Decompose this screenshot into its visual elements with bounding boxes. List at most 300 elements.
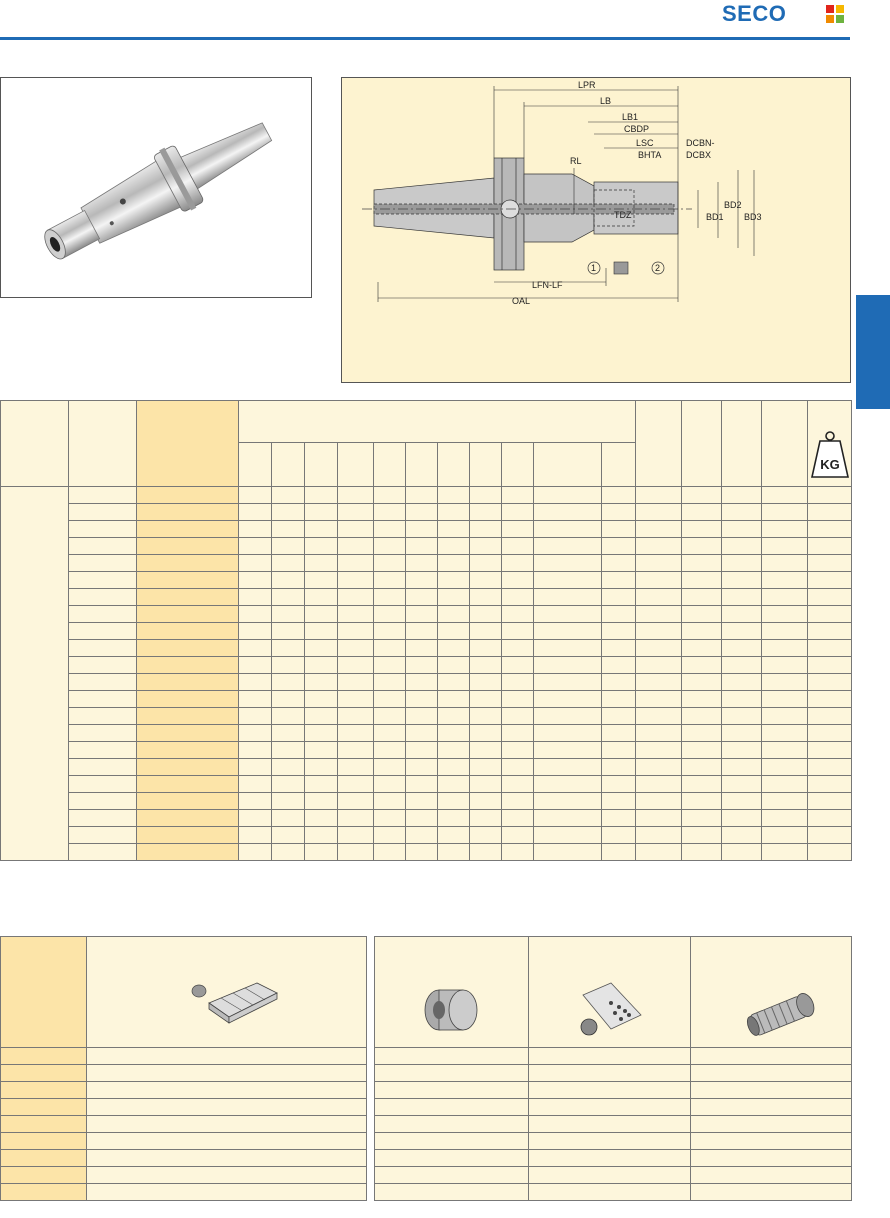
table-cell [305, 708, 338, 725]
table-cell [272, 606, 305, 623]
table-cell [722, 589, 762, 606]
table-cell [808, 572, 852, 589]
table-cell [137, 538, 239, 555]
table-cell [406, 487, 438, 504]
table-cell [438, 521, 470, 538]
table-cell [239, 708, 272, 725]
table-cell [137, 640, 239, 657]
table-cell [502, 657, 534, 674]
table-cell [338, 572, 374, 589]
table-cell [272, 589, 305, 606]
table-cell [305, 521, 338, 538]
table-cell [470, 589, 502, 606]
table-cell [762, 657, 808, 674]
table-cell [239, 674, 272, 691]
table-cell [406, 555, 438, 572]
table-cell [636, 827, 682, 844]
table-cell [722, 708, 762, 725]
table-cell [272, 504, 305, 521]
table-cell [1, 1133, 87, 1150]
dim-lb: LB [600, 96, 612, 106]
table-cell [406, 657, 438, 674]
table-cell [374, 606, 406, 623]
table-cell [438, 640, 470, 657]
table-cell [602, 844, 636, 861]
table-cell [636, 759, 682, 776]
table-cell [239, 572, 272, 589]
table-cell [374, 742, 406, 759]
table-cell [137, 606, 239, 623]
table-cell [239, 776, 272, 793]
table-cell [69, 572, 137, 589]
table-cell [682, 606, 722, 623]
table-cell [762, 504, 808, 521]
table-cell [470, 674, 502, 691]
table-cell [529, 1184, 691, 1201]
table-cell [87, 1048, 367, 1065]
table-cell [87, 1116, 367, 1133]
table-cell [602, 657, 636, 674]
table-cell [69, 538, 137, 555]
table-cell [87, 1099, 367, 1116]
dim-lb1: LB1 [622, 112, 639, 122]
table-cell [682, 487, 722, 504]
table-cell [374, 691, 406, 708]
table-cell [682, 623, 722, 640]
table-cell [305, 623, 338, 640]
table-cell [137, 521, 239, 538]
table-cell [239, 759, 272, 776]
table-cell [808, 487, 852, 504]
table-cell [305, 555, 338, 572]
table-cell [691, 1133, 852, 1150]
table-cell [722, 640, 762, 657]
table-cell [636, 776, 682, 793]
table-cell [722, 844, 762, 861]
table-cell [338, 708, 374, 725]
table-cell [534, 827, 602, 844]
table-cell [137, 725, 239, 742]
table-cell [602, 793, 636, 810]
callout-2: 2 [655, 263, 661, 273]
table-cell [305, 640, 338, 657]
table-cell [470, 759, 502, 776]
dim-bd3: BD3 [744, 212, 762, 222]
table-cell [239, 793, 272, 810]
table-cell [808, 759, 852, 776]
table-row [375, 1082, 852, 1099]
table-cell [534, 572, 602, 589]
stop-screw-header-cell [691, 937, 852, 1048]
table-cell [722, 674, 762, 691]
table-cell [470, 555, 502, 572]
table-cell [534, 793, 602, 810]
table-cell [438, 810, 470, 827]
table-row [1, 572, 852, 589]
accessory-parts-table [374, 936, 852, 1201]
table-cell [470, 640, 502, 657]
table-cell [1, 1116, 87, 1133]
table-cell [762, 623, 808, 640]
table-cell [87, 1065, 367, 1082]
weight-icon-label: KG [820, 457, 840, 472]
table-cell [239, 487, 272, 504]
table-row [1, 725, 852, 742]
table-cell [636, 504, 682, 521]
table-cell [529, 1133, 691, 1150]
table-cell [502, 827, 534, 844]
table-cell [722, 776, 762, 793]
table-cell [502, 708, 534, 725]
header-cell [682, 401, 722, 487]
dim-cbdp: CBDP [624, 124, 650, 134]
table-cell [529, 1099, 691, 1116]
table-cell [691, 1082, 852, 1099]
table-cell [534, 708, 602, 725]
table-cell [682, 521, 722, 538]
table-cell [438, 487, 470, 504]
table-cell [305, 674, 338, 691]
table-cell [636, 589, 682, 606]
table-cell [682, 657, 722, 674]
table-cell [470, 810, 502, 827]
table-cell [272, 725, 305, 742]
table-cell [502, 521, 534, 538]
table-cell [438, 844, 470, 861]
table-cell [69, 674, 137, 691]
table-cell [69, 521, 137, 538]
table-row [1, 589, 852, 606]
table-cell [1, 1150, 87, 1167]
table-cell [722, 572, 762, 589]
table-cell [438, 606, 470, 623]
table-cell [691, 1150, 852, 1167]
table-cell [602, 623, 636, 640]
table-cell [682, 776, 722, 793]
table-cell [1, 1099, 87, 1116]
table-cell [374, 776, 406, 793]
table-cell [534, 810, 602, 827]
table-cell [137, 691, 239, 708]
table-cell [338, 538, 374, 555]
table-cell [808, 521, 852, 538]
table-cell [762, 725, 808, 742]
header-cell-key [1, 937, 87, 1048]
table-cell [682, 810, 722, 827]
table-cell [762, 793, 808, 810]
table-cell [470, 691, 502, 708]
table-cell [808, 708, 852, 725]
table-cell [534, 487, 602, 504]
table-cell [69, 657, 137, 674]
table-row [1, 793, 852, 810]
table-cell [374, 810, 406, 827]
table-cell [534, 674, 602, 691]
table-cell [534, 589, 602, 606]
table-cell [636, 793, 682, 810]
table-cell [272, 691, 305, 708]
table-cell [602, 776, 636, 793]
table-cell [406, 504, 438, 521]
header-cell-key [137, 401, 239, 487]
table-cell [272, 708, 305, 725]
table-row [1, 844, 852, 861]
table-cell [406, 691, 438, 708]
table-cell [691, 1048, 852, 1065]
table-cell [502, 793, 534, 810]
table-cell [239, 555, 272, 572]
table-cell [305, 691, 338, 708]
table-cell [502, 623, 534, 640]
table-cell [374, 827, 406, 844]
table-cell [305, 776, 338, 793]
table-cell [682, 555, 722, 572]
table-cell [272, 674, 305, 691]
weight-icon [808, 427, 852, 483]
table-cell [602, 810, 636, 827]
header-cell [69, 401, 137, 487]
table-cell [636, 708, 682, 725]
chapter-side-tab [856, 295, 890, 409]
table-cell [305, 606, 338, 623]
table-cell [808, 810, 852, 827]
header-subcell [374, 443, 406, 487]
header-subcell [438, 443, 470, 487]
table-cell [239, 810, 272, 827]
table-cell [502, 742, 534, 759]
table-cell [305, 759, 338, 776]
table-cell [406, 810, 438, 827]
table-cell [722, 606, 762, 623]
table-cell [636, 623, 682, 640]
table-cell [636, 810, 682, 827]
table-cell [602, 572, 636, 589]
table-cell [406, 521, 438, 538]
table-cell [762, 606, 808, 623]
table-cell [470, 572, 502, 589]
table-cell [239, 538, 272, 555]
table-cell [722, 555, 762, 572]
table-cell [438, 572, 470, 589]
table-row [1, 1048, 367, 1065]
table-cell [534, 725, 602, 742]
table-cell [438, 776, 470, 793]
table-row [1, 1116, 367, 1133]
dim-dcbn: DCBN- [686, 138, 715, 148]
seco-logo [722, 3, 846, 25]
table-cell [602, 589, 636, 606]
table-cell [406, 606, 438, 623]
table-cell [529, 1150, 691, 1167]
table-cell [338, 844, 374, 861]
table-cell [502, 844, 534, 861]
table-cell [69, 742, 137, 759]
table-cell [438, 589, 470, 606]
table-cell [808, 844, 852, 861]
table-cell [438, 759, 470, 776]
table-cell [502, 759, 534, 776]
table-cell [470, 742, 502, 759]
table-cell [762, 572, 808, 589]
table-cell [375, 1133, 529, 1150]
dim-dcbx: DCBX [686, 150, 712, 160]
table-cell [338, 657, 374, 674]
table-cell [374, 674, 406, 691]
table-cell [338, 674, 374, 691]
table-cell [438, 725, 470, 742]
header-cell [722, 401, 762, 487]
table-cell [374, 759, 406, 776]
table-cell [502, 589, 534, 606]
table-cell [375, 1099, 529, 1116]
table-row [1, 606, 852, 623]
table-cell [272, 844, 305, 861]
dim-rl: RL [570, 156, 582, 166]
table-cell [375, 1082, 529, 1099]
logo-squares-icon [826, 5, 844, 23]
table-cell [529, 1167, 691, 1184]
table-cell [502, 555, 534, 572]
table-cell [808, 623, 852, 640]
table-cell [534, 555, 602, 572]
table-cell [438, 742, 470, 759]
table-cell [69, 759, 137, 776]
table-cell [338, 606, 374, 623]
table-cell [534, 606, 602, 623]
header-subcell [272, 443, 305, 487]
table-row [1, 691, 852, 708]
header-cell [1, 401, 69, 487]
table-cell [375, 1184, 529, 1201]
table-cell [682, 640, 722, 657]
table-cell [438, 555, 470, 572]
table-cell [69, 725, 137, 742]
table-row [1, 555, 852, 572]
table-cell [602, 827, 636, 844]
table-cell [762, 708, 808, 725]
dim-bd2: BD2 [724, 200, 742, 210]
table-cell [808, 827, 852, 844]
header-subcell [534, 443, 602, 487]
table-cell [691, 1099, 852, 1116]
table-cell [338, 691, 374, 708]
table-row [375, 1150, 852, 1167]
table-cell [239, 657, 272, 674]
table-cell [374, 725, 406, 742]
table-cell [375, 1048, 529, 1065]
header-subcell [305, 443, 338, 487]
table-cell [502, 674, 534, 691]
table-cell [1, 1167, 87, 1184]
table-row [1, 742, 852, 759]
table-cell [682, 708, 722, 725]
header-subcell [239, 443, 272, 487]
table-cell [722, 521, 762, 538]
table-cell [438, 657, 470, 674]
table-cell [808, 691, 852, 708]
screw-pack-header-cell [529, 937, 691, 1048]
table-cell [137, 487, 239, 504]
table-cell [602, 725, 636, 742]
table-cell [534, 657, 602, 674]
spec-table [0, 400, 852, 861]
collet-header-cell [375, 937, 529, 1048]
table-cell [338, 742, 374, 759]
table-cell [87, 1082, 367, 1099]
table-row [1, 1184, 367, 1201]
table-cell [808, 606, 852, 623]
table-cell [470, 623, 502, 640]
table-cell [722, 742, 762, 759]
table-cell [374, 538, 406, 555]
table-cell [272, 776, 305, 793]
table-cell [272, 827, 305, 844]
table-cell [762, 827, 808, 844]
table-cell [305, 725, 338, 742]
table-cell [137, 555, 239, 572]
table-cell [406, 572, 438, 589]
table-cell [438, 504, 470, 521]
table-cell [239, 640, 272, 657]
table-cell [239, 691, 272, 708]
table-cell [691, 1065, 852, 1082]
table-cell [470, 606, 502, 623]
table-cell [406, 623, 438, 640]
table-cell [305, 844, 338, 861]
header-subcell [470, 443, 502, 487]
table-cell [438, 623, 470, 640]
table-row [375, 1116, 852, 1133]
table-cell [762, 555, 808, 572]
table-cell [338, 759, 374, 776]
table-cell [722, 691, 762, 708]
table-cell [305, 504, 338, 521]
table-cell [502, 725, 534, 742]
table-cell [69, 589, 137, 606]
table-cell [808, 742, 852, 759]
table-cell [239, 521, 272, 538]
table-cell [762, 589, 808, 606]
table-row [1, 640, 852, 657]
table-row [1, 504, 852, 521]
table-cell [137, 623, 239, 640]
table-cell [239, 606, 272, 623]
table-row [1, 623, 852, 640]
table-cell [470, 776, 502, 793]
table-cell [1, 1065, 87, 1082]
table-cell [374, 555, 406, 572]
header-cell [636, 401, 682, 487]
table-cell [338, 640, 374, 657]
table-cell [438, 793, 470, 810]
table-cell [682, 691, 722, 708]
screw-pack-icon [577, 981, 647, 1041]
table-cell [722, 810, 762, 827]
table-cell [691, 1167, 852, 1184]
table-cell [69, 691, 137, 708]
table-cell [305, 793, 338, 810]
table-cell [722, 827, 762, 844]
table-cell [137, 657, 239, 674]
tool-holder-photo [0, 77, 312, 298]
table-cell [87, 1167, 367, 1184]
table-cell [272, 657, 305, 674]
table-cell [374, 793, 406, 810]
table-cell [602, 538, 636, 555]
table-cell [406, 640, 438, 657]
table-cell [722, 759, 762, 776]
table-cell [137, 504, 239, 521]
